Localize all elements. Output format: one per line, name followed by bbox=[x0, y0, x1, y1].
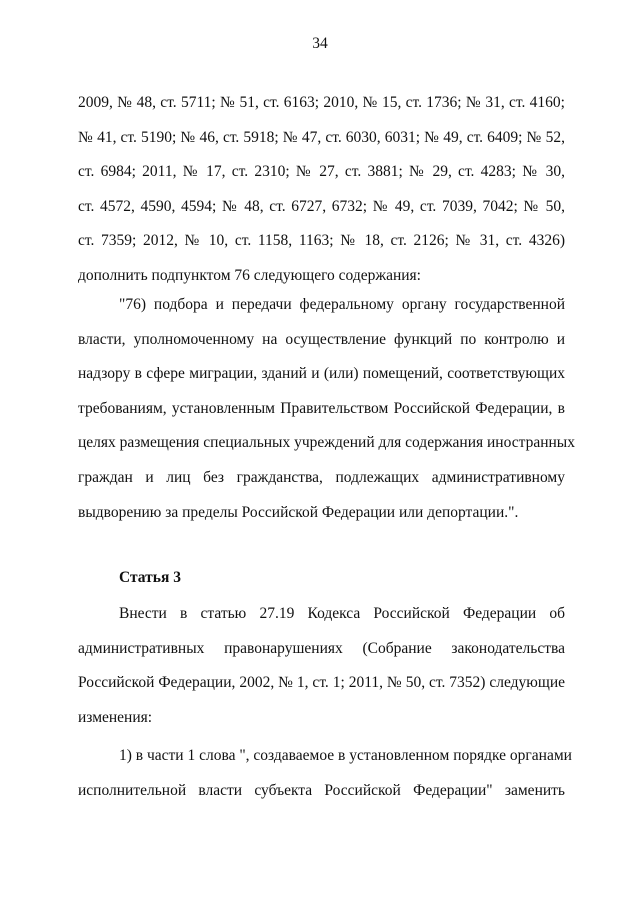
page-number: 34 bbox=[312, 35, 328, 52]
text-line: власти, уполномоченному на осуществление функций по контролю и bbox=[78, 330, 565, 348]
paragraph-subpoint-76 bbox=[78, 288, 575, 530]
text-line: ст. 7359; 2012, № 10, ст. 1158, 1163; № 18, ст. 2126; № 31, ст. 4326) bbox=[78, 232, 565, 250]
text-line: ст. 4572, 4590, 4594; № 48, ст. 6727, 6732; № 49, ст. 7039, 7042; № 50, bbox=[78, 197, 565, 215]
text-line: дополнить подпунктом 76 следующего содержания: bbox=[78, 266, 421, 284]
text-line: требованиям, установленным Правительством Российской Федерации, в bbox=[78, 399, 565, 417]
paragraph-article-3 bbox=[78, 597, 565, 735]
text-line: надзору в сфере миграции, зданий и (или) помещений, соответствующих bbox=[78, 365, 565, 383]
text-line: Российской Федерации, 2002, № 1, ст. 1; 2011, № 50, ст. 7352) следующие bbox=[78, 674, 565, 692]
text-line: административных правонарушениях (Собрание законодательства bbox=[78, 639, 565, 657]
paragraph-item-1 bbox=[78, 739, 572, 808]
text-line: 2009, № 48, ст. 5711; № 51, ст. 6163; 2010, № 15, ст. 1736; № 31, ст. 4160; bbox=[78, 94, 565, 111]
text-line: Внести в статью 27.19 Кодекса Российской Федерации об bbox=[119, 605, 565, 622]
text-line: исполнительной власти субъекта Российской Федерации" заменить bbox=[78, 781, 565, 799]
text-line: граждан и лиц без гражданства, подлежащих административному bbox=[78, 468, 565, 486]
text-line: 1) в части 1 слова ", создаваемое в установленном порядке органами bbox=[119, 747, 572, 764]
paragraph-amendment-sources bbox=[78, 86, 565, 294]
text-line: изменения: bbox=[78, 708, 153, 726]
text-line: целях размещения специальных учреждений для содержания иностранных bbox=[78, 434, 575, 452]
article-heading: Статья 3 bbox=[119, 569, 181, 586]
text-line: № 41, ст. 5190; № 46, ст. 5918; № 47, ст. 6030, 6031; № 49, ст. 6409; № 52, bbox=[78, 128, 565, 146]
text-line: "76) подбора и передачи федеральному органу государственной bbox=[119, 296, 565, 313]
text-line: ст. 6984; 2011, № 17, ст. 2310; № 27, ст. 3881; № 29, ст. 4283; № 30, bbox=[78, 163, 565, 181]
text-line: выдворению за пределы Российской Федерации или депортации.". bbox=[78, 503, 519, 521]
